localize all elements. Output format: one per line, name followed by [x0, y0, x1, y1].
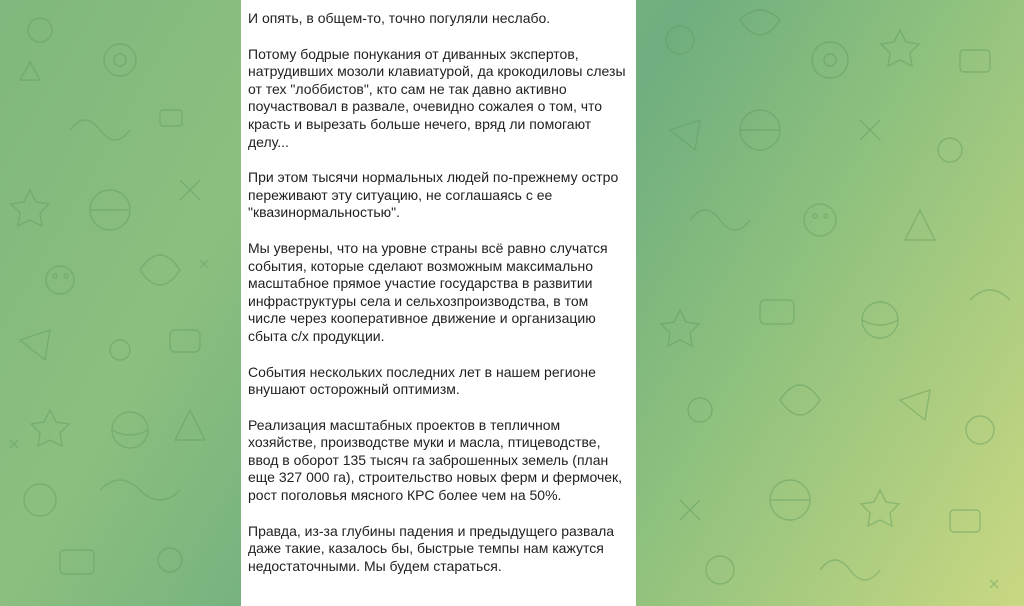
message-paragraph: Мы уверены, что на уровне страны всё равно случатся события, которые сделают возможным максимально масштабное прямое участие государства в развитии инфраструктуры села и сельхозпроизводства, в том числе через кооперативное движение и организацию сбыта с/х продукции. — [248, 239, 608, 344]
message-paragraph: Реализация масштабных проектов в тепличном хозяйстве, производстве муки и масла, птицеводстве, ввод в оборот 135 тысяч га заброшенных земель (план еще 327 000 га), строительство новых ферм и фермочек, рост поголовья мясного КРС более чем на 50%. — [248, 416, 623, 504]
message-bubble — [241, 0, 636, 606]
message-paragraph: При этом тысячи нормальных людей по-прежнему остро переживают эту ситуацию, не соглашаясь с ее "квазинормальностью". — [248, 169, 619, 221]
message-paragraph: Правда, из-за глубины падения и предыдущего развала даже такие, казалось бы, быстрые темпы нам кажутся недостаточными. Мы будем стараться. — [248, 522, 615, 574]
message-paragraph: И опять, в общем-то, точно погуляли неслабо. — [248, 10, 551, 26]
message-paragraph: Потому бодрые понукания от диванных экспертов, натрудивших мозоли клавиатурой, да крокодиловы слезы от тех "лоббистов", кто сам не так давно активно поучаствовал в развале, очевидно сожалея о том, что красть и вырезать больше нечего, вряд ли помогают делу... — [248, 45, 626, 150]
message-paragraph: События нескольких последних лет в нашем регионе внушают осторожный оптимизм. — [248, 363, 596, 398]
